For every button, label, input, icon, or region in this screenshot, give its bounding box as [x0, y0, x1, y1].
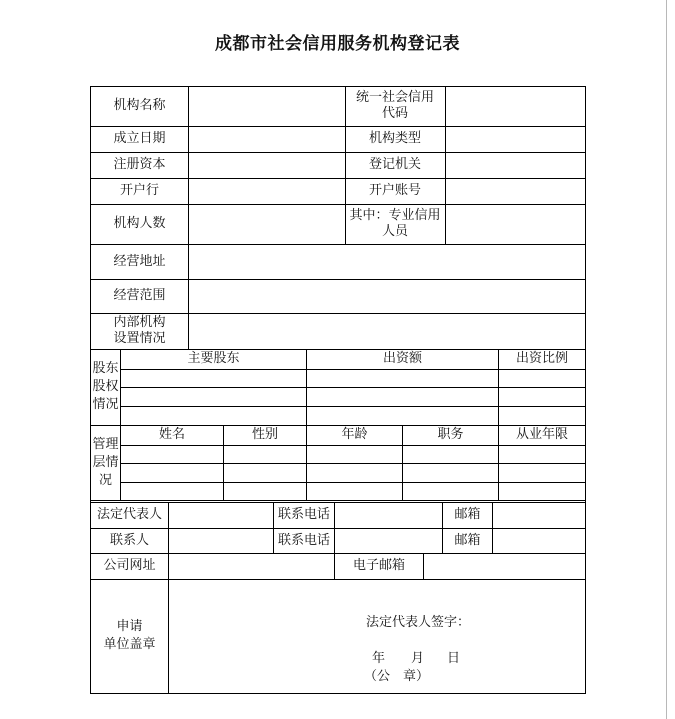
table-hline [120, 387, 586, 388]
table-hline [120, 445, 586, 446]
label-org-name: 机构名称 [113, 98, 166, 113]
field-established[interactable] [189, 126, 345, 152]
label-org-type: 机构类型 [368, 131, 421, 146]
header-contribution-ratio: 出资比例 [515, 351, 568, 366]
label-internal-line1: 内部机构 [113, 315, 166, 330]
label-mgmt-line3: 况 [98, 472, 112, 488]
label-shareholder-line1: 股东 [92, 361, 119, 376]
label-shareholder-line3: 情况 [92, 397, 119, 412]
label-internal-structure [91, 313, 188, 349]
date-year-label: 年 [372, 651, 386, 666]
date-month-label: 月 [411, 651, 425, 666]
field-mailbox[interactable] [493, 502, 585, 528]
field-legal-rep[interactable] [169, 502, 273, 528]
header-position: 职务 [437, 427, 464, 442]
label-internal-line2: 设置情况 [113, 331, 166, 346]
field-contact-phone-2[interactable] [335, 528, 442, 553]
label-shareholder-line2: 股权 [92, 379, 119, 394]
field-internal-structure[interactable] [189, 313, 585, 349]
field-org-type[interactable] [446, 126, 585, 152]
label-credit-code [345, 86, 445, 126]
seal-label: （公 章） [364, 669, 430, 684]
table-hline [90, 693, 586, 694]
header-contribution: 出资额 [382, 351, 422, 366]
label-applicant-seal [91, 579, 168, 693]
label-reg-capital: 注册资本 [113, 157, 166, 172]
label-mgmt-line1: 管理 [92, 436, 119, 452]
label-pro-staff [345, 204, 445, 244]
label-apply-line1: 申请 [116, 619, 143, 634]
table-hline [120, 369, 586, 370]
label-management-section [91, 425, 120, 500]
label-account-no: 开户账号 [368, 183, 421, 198]
header-gender: 性别 [251, 427, 278, 442]
header-years: 从业年限 [515, 427, 568, 442]
field-reg-authority[interactable] [446, 152, 585, 178]
label-contact-person: 联系人 [109, 532, 149, 548]
field-account-no[interactable] [446, 178, 585, 204]
field-address[interactable] [189, 244, 585, 279]
field-bank[interactable] [189, 178, 345, 204]
label-bank: 开户行 [119, 183, 159, 198]
label-legal-rep: 法定代表人 [96, 507, 162, 522]
field-scope[interactable] [189, 279, 585, 313]
label-staff-count: 机构人数 [113, 216, 166, 231]
header-name: 姓名 [158, 427, 185, 442]
field-website[interactable] [169, 553, 334, 579]
table-hline [120, 482, 586, 483]
field-contact-phone[interactable] [335, 502, 442, 528]
label-reg-authority: 登记机关 [368, 157, 421, 172]
label-address: 经营地址 [113, 253, 166, 269]
label-pro-staff-line1: 其中：专业信用 [349, 208, 441, 223]
field-credit-code[interactable] [446, 86, 585, 126]
table-hline [90, 500, 586, 501]
signature-label: 法定代表人签字： [366, 615, 471, 630]
label-established: 成立日期 [113, 131, 166, 146]
label-credit-code-line1: 统一社会信用 [355, 90, 434, 105]
label-mailbox: 邮箱 [454, 507, 481, 522]
table-vline [585, 86, 586, 694]
label-scope: 经营范围 [113, 288, 166, 303]
field-staff-count[interactable] [189, 204, 345, 244]
label-mailbox-2: 邮箱 [454, 532, 481, 548]
field-pro-staff[interactable] [446, 204, 585, 244]
label-apply-line2: 单位盖章 [103, 637, 156, 652]
label-contact-phone: 联系电话 [277, 507, 330, 522]
label-contact-phone-2: 联系电话 [277, 532, 330, 548]
field-reg-capital[interactable] [189, 152, 345, 178]
label-website: 公司网址 [103, 558, 156, 573]
table-hline [120, 406, 586, 407]
form-title: 成都市社会信用服务机构登记表 [215, 34, 460, 54]
label-pro-staff-line2: 人员 [381, 224, 408, 239]
date-day-label: 日 [447, 651, 461, 666]
header-age: 年龄 [341, 427, 368, 442]
field-contact-person[interactable] [169, 528, 273, 553]
field-email[interactable] [424, 553, 585, 579]
label-shareholder-section [91, 349, 120, 425]
label-mgmt-line2: 层情 [92, 454, 119, 470]
label-credit-code-line2: 代码 [381, 106, 408, 121]
field-org-name[interactable] [189, 86, 345, 126]
label-email: 电子邮箱 [352, 558, 405, 573]
table-hline [120, 463, 586, 464]
header-main-shareholder: 主要股东 [187, 351, 240, 366]
field-mailbox-2[interactable] [493, 528, 585, 553]
